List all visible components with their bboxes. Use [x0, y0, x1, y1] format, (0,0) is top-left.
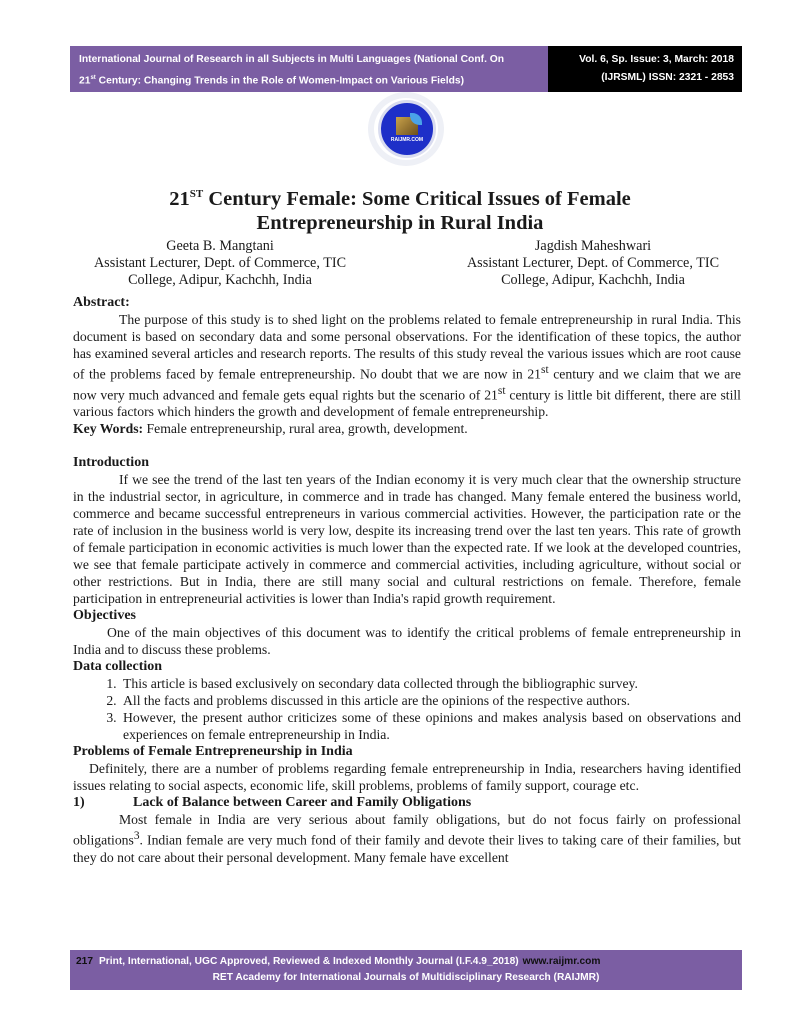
- author-name: Geeta B. Mangtani: [166, 238, 274, 254]
- author-list: [60, 238, 740, 289]
- abstract-heading: Abstract:: [73, 295, 130, 310]
- journal-name: [70, 46, 548, 92]
- abstract-text-part: The purpose of this study is to shed light on the problems related to female entrepreneurship in rural India. This document is based on secondary data and some personal observations. For the identification of these topics, the author has examined several articles and research reports. The results of this study reveal the various issues which are root cause of the problems faced by female entrepreneurship. No doubt that we are now in 21: [73, 312, 741, 382]
- objectives-text: One of the main objectives of this document was to identify the critical problems of female entrepreneurship in India and to discuss these problems.: [73, 625, 741, 658]
- author: [70, 238, 370, 289]
- journal-name-line2: [79, 69, 548, 90]
- footer-publisher: RET Academy for International Journals of Multidisciplinary Research (RAIJMR): [212, 972, 600, 983]
- introduction-heading: Introduction: [73, 455, 149, 471]
- paper-title: [60, 182, 740, 235]
- list-item: 1. This article is based exclusively on secondary data collected through the bibliographic survey.: [120, 675, 741, 692]
- data-collection-heading: Data collection: [73, 659, 163, 675]
- century-number: 21: [79, 75, 91, 87]
- keywords-text: Female entrepreneurship, rural area, growth, development.: [143, 421, 468, 437]
- volume-issue: Vol. 6, Sp. Issue: 3, March: 2018: [579, 54, 734, 65]
- list-item: 3. However, the present author criticizes some of these opinions and makes analysis based on observations and experiences on female entrepreneurship in India.: [120, 709, 741, 743]
- abstract-text-part: century is little bit different, there are still various factors which hinders the growth and development of female entrepreneurship.: [73, 387, 741, 420]
- journal-name-line1: International Journal of Research in all Subjects in Multi Languages (National Conf. On: [79, 54, 505, 65]
- abstract-text: [73, 311, 741, 420]
- problems-heading: Problems of Female Entrepreneurship in India: [73, 744, 353, 760]
- author-affiliation: College, Adipur, Kachchh, India: [501, 272, 685, 288]
- section-text: [73, 811, 741, 866]
- journal-footer: [70, 950, 742, 990]
- superscript: st: [541, 364, 549, 376]
- title-text: Century Female: Some Critical Issues of Female: [203, 187, 631, 210]
- section-number: 1): [73, 795, 85, 811]
- author-affiliation: College, Adipur, Kachchh, India: [128, 272, 312, 288]
- author-name: Jagdish Maheshwari: [534, 238, 652, 254]
- footer-description: Print, International, UGC Approved, Reviewed & Indexed Monthly Journal (I.F.4.9_2018): [99, 956, 519, 967]
- problems-text: Definitely, there are a number of problems regarding female entrepreneurship in India, researchers having identified issues relating to social aspects, economic life, skill problems, problems of family support, courage etc.: [73, 761, 741, 794]
- author-affiliation: Assistant Lecturer, Dept. of Commerce, TIC: [93, 255, 347, 271]
- century-suffix: st: [90, 75, 96, 81]
- journal-name-line2-text: Century: Changing Trends in the Role of Women-Impact on Various Fields): [95, 75, 465, 87]
- title-suffix: ST: [189, 188, 204, 200]
- list-item: 2. All the facts and problems discussed in this article are the opinions of the respective authors.: [120, 692, 741, 709]
- author-affiliation: Assistant Lecturer, Dept. of Commerce, TIC: [466, 255, 720, 271]
- section-text-part: . Indian female are very much fond of their family and devote their lives to taking care of their families, but they do not care about their personal development. Many female have excellent: [73, 832, 741, 865]
- objectives-heading: Objectives: [73, 608, 136, 624]
- footnote-ref: 3: [133, 830, 140, 843]
- issue-info: [548, 46, 742, 92]
- data-collection-list: [73, 675, 741, 743]
- section-title: Lack of Balance between Career and Family Obligations: [133, 795, 472, 811]
- journal-url-link[interactable]: www.raijmr.com: [522, 956, 601, 967]
- quill-scroll-icon: [396, 117, 418, 135]
- raijmr-seal-icon: [378, 100, 436, 158]
- paper-body: [73, 294, 741, 866]
- introduction-text: If we see the trend of the last ten years of the Indian economy it is very much clear that the ownership structure in the industrial sector, in agriculture, in commerce and in trade has changed. Many female entered the business world, commerce and became successful entrepreneurs in various commercial activities. However, the participation rate or the rate of inclusion in the business world is very low, despite its increasing trend over the last ten years. This rate of growth of female participation in economic activities is much lower than the expected rate. If we look at the developed countries, we see that female participate actively in commerce and commercial activities, including agriculture, without social or other restrictions. But in India, there are still many social and cultural restrictions on female. Therefore, female participation in entrepreneurial activities is lower than India's rapid growth requirement.: [73, 472, 741, 607]
- title-number: 21: [169, 187, 190, 210]
- page-number: 217: [76, 956, 93, 967]
- section-text-part: Most female in India are very serious about family obligations, but do not focus fairly on professional obligations: [73, 812, 741, 848]
- spacer: [73, 437, 741, 454]
- keywords: [73, 420, 741, 437]
- issn: (IJRSML) ISSN: 2321 - 2853: [601, 72, 734, 83]
- superscript: st: [497, 384, 506, 397]
- paper-title-line1: [60, 182, 740, 211]
- logo-text: RAIJMR.COM: [390, 137, 424, 143]
- journal-header: [70, 46, 742, 92]
- paper-title-line2: Entrepreneurship in Rural India: [256, 211, 544, 234]
- author: [438, 238, 748, 289]
- abstract-text-part: century and we claim that we are now very much advanced and female gets equal rights but the scenario of 21: [73, 366, 741, 403]
- footer-line1: [76, 954, 736, 970]
- keywords-label: Key Words:: [73, 421, 144, 437]
- section-heading: [73, 794, 741, 811]
